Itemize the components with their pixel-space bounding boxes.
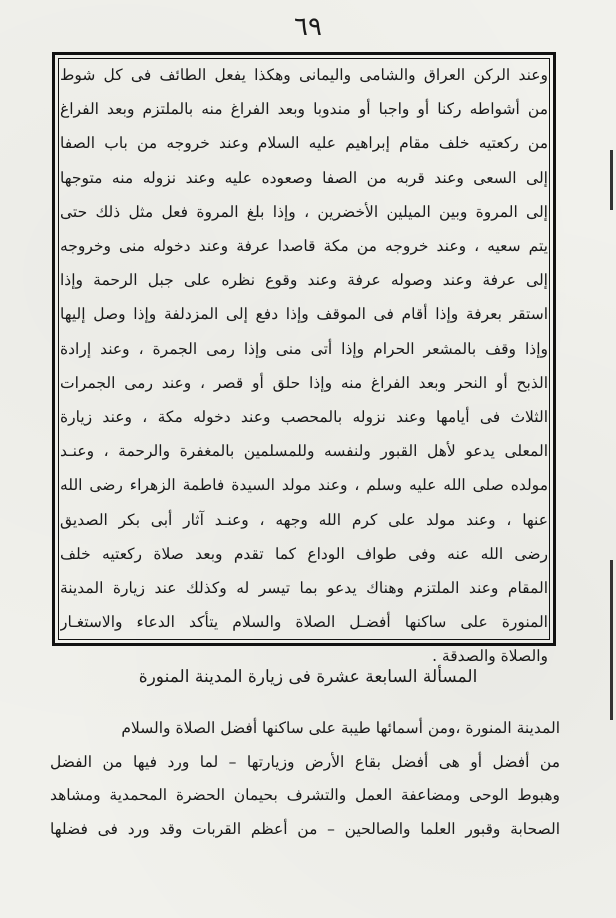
framed-line: وعند الركن العراق والشامى واليمانى وهكذا يفعل الطائف فى كل شوط: [60, 66, 548, 84]
framed-line: مولده صلى الله عليه وسلم ، وعند مولد السيدة فاطمة الزهراء رضى الله: [60, 476, 548, 495]
framed-line: المنورة على ساكنها أفضـل الصلاة والسلام يتأكد الدعاء والاستغـار: [60, 613, 548, 632]
framed-paragraph: [60, 58, 548, 674]
body-line: من أفضل أو هى أفضل بقاع الأرض وزيارتها – لما ورد فيها من الفضل: [50, 752, 560, 771]
framed-line: من أشواطه ركنا أو واجبا أو مندوبا وبعد الفراغ منه بالملتزم وبعد الفراغ: [60, 100, 548, 119]
body-line: الصحابة وقبور العلما والصالحين – من أعظم القربات وقد ورد فى فضلها: [50, 819, 560, 838]
framed-line: إلى عرفة وعند وصوله عرفة وعند وقوع نظره على جبل الرحمة وإذا: [60, 271, 548, 290]
framed-line: الثلاث فى أيامها وعند نزوله بالمحصب وعند دخوله مكة ، وعند زيارة: [60, 408, 548, 427]
framed-line: إلى السعى وعند قربه من الصفا وصعوده عليه وعند نزوله منه متوجها: [60, 168, 548, 187]
framed-line: والصلاة والصدقة .: [432, 647, 548, 666]
framed-line: يتم سعيه ، وعند خروجه من مكة قاصدا عرفة وعند دخوله منى وخروجه: [60, 237, 548, 256]
page-number: ٦٩: [294, 12, 322, 42]
scan-edge-mark: [610, 150, 613, 210]
framed-line: المعلى يدعو لأهل القبور ولنفسه وللمسلمين بالمغفرة والرحمة ، وعنـد: [60, 442, 548, 461]
framed-line: من ركعتيه خلف مقام إبراهيم عليه السلام وعند خروجه من باب الصفا: [60, 134, 548, 153]
framed-line: وإذا وقف بالمشعر الحرام وإذا أتى منى وإذا رمى الجمرة ، وعند إرادة: [60, 339, 548, 358]
body-line: المدينة المنورة ،ومن أسمائها طيبة على ساكنها أفضل الصلاة والسلام: [121, 719, 560, 737]
section-heading: المسألة السابعة عشرة فى زيارة المدينة المنورة: [138, 667, 478, 687]
framed-line: استقر بعرفة وإذا أقام فى الموقف وإذا دفع إلى المزدلفة وإذا وصل إليها: [60, 305, 548, 324]
body-line: وهبوط الوحى ومضاعفة العمل والتشرف بحيمان الحضرة المحمدية ومشاهد: [50, 786, 560, 804]
body-paragraph: [50, 712, 560, 846]
framed-line: رضى الله عنه وفى طواف الوداع كما تقدم وبعد صلاة ركعتيه خلف: [60, 544, 548, 563]
scan-edge-mark: [610, 560, 613, 720]
framed-line: عنها ، وعند مولد على كرم الله وجهه ، وعنـد آثار أبى بكر الصديق: [60, 510, 548, 529]
framed-line: إلى المروة وبين الميلين الأخضرين ، وإذا بلغ المروة فعل مثل ذلك حتى: [60, 202, 548, 221]
framed-line: المقام وعند الملتزم وهناك يدعو بما تيسر له وكذلك عند زيارة المدينة: [60, 579, 548, 598]
framed-line: الذبح أو النحر وبعد الفراغ منه وإذا حلق أو قصر ، وعند رمى الجمرات: [60, 373, 548, 392]
